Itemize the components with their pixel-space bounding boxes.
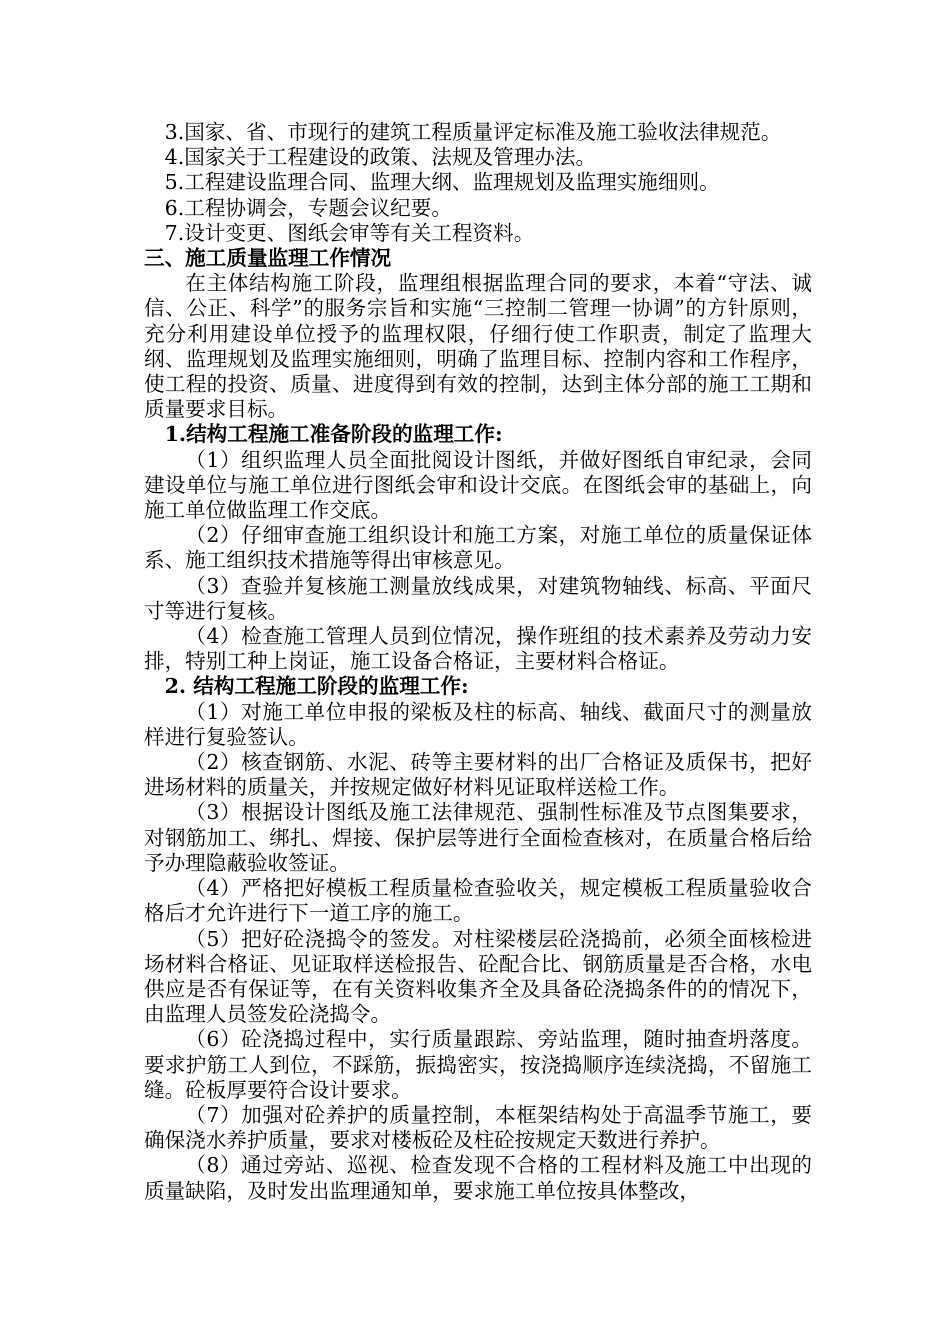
document-body xyxy=(144,120,812,1204)
paragraph-prep-4: （4）检查施工管理人员到位情况，操作班组的技术素养及劳动力安排，特别工种上岗证，施工设备合格证，主要材料合格证。 xyxy=(144,624,812,674)
paragraph-constr-5: （5）把好砼浇捣令的签发。对柱梁楼层砼浇捣前，必须全面核检进场材料合格证、见证取样送检报告、砼配合比、钢筋质量是否合格，水电供应是否有保证等，在有关资料收集齐全及具备砼浇捣条件的的情况下，由监理人员签发砼浇捣令。 xyxy=(144,926,812,1027)
paragraph-constr-4: （4）严格把好模板工程质量检查验收关，规定模板工程质量验收合格后才允许进行下一道工序的施工。 xyxy=(144,876,812,926)
paragraph-constr-2: （2）核查钢筋、水泥、砖等主要材料的出厂合格证及质保书，把好进场材料的质量关，并按规定做好材料见证取样送检工作。 xyxy=(144,750,812,800)
paragraph-prep-1: （1）组织监理人员全面批阅设计图纸，并做好图纸自审纪录，会同建设单位与施工单位进行图纸会审和设计交底。在图纸会审的基础上，向施工单位做监理工作交底。 xyxy=(144,447,812,523)
paragraph-constr-8: （8）通过旁站、巡视、检查发现不合格的工程材料及施工中出现的质量缺陷，及时发出监理通知单，要求施工单位按具体整改， xyxy=(144,1153,812,1203)
paragraph-intro: 在主体结构施工阶段，监理组根据监理合同的要求，本着“守法、诚信、公正、科学”的服务宗旨和实施“三控制二管理一协调”的方针原则，充分利用建设单位授予的监理权限，仔细行使工作职责，制定了监理大纲、监理规划及监理实施细则，明确了监理目标、控制内容和工作程序，使工程的投资、质量、进度得到有效的控制，达到主体分部的施工工期和质量要求目标。 xyxy=(144,271,812,422)
paragraph-basis-4: 4.国家关于工程建设的政策、法规及管理办法。 xyxy=(164,145,597,170)
subheading-construction-stage: 2. 结构工程施工阶段的监理工作: xyxy=(164,674,469,699)
section-heading-3: 三、施工质量监理工作情况 xyxy=(144,246,392,271)
paragraph-constr-3: （3）根据设计图纸及施工法律规范、强制性标准及节点图集要求，对钢筋加工、绑扎、焊接、保护层等进行全面检查核对，在质量合格后给予办理隐蔽验收签证。 xyxy=(144,800,812,875)
paragraph-prep-2: （2）仔细审查施工组织设计和施工方案，对施工单位的质量保证体系、施工组织技术措施等得出审核意见。 xyxy=(144,523,812,573)
paragraph-basis-5: 5.工程建设监理合同、监理大纲、监理规划及监理实施细则。 xyxy=(164,170,720,195)
paragraph-basis-6: 6.工程协调会，专题会议纪要。 xyxy=(164,195,452,220)
paragraph-constr-1: （1）对施工单位申报的梁板及柱的标高、轴线、截面尺寸的测量放样进行复验签认。 xyxy=(144,699,812,749)
paragraph-constr-6: （6）砼浇捣过程中，实行质量跟踪、旁站监理，随时抽查坍落度。要求护筋工人到位，不踩筋，振捣密实，按浇捣顺序连续浇捣，不留施工缝。砼板厚要符合设计要求。 xyxy=(144,1027,812,1102)
paragraph-constr-7: （7）加强对砼养护的质量控制，本框架结构处于高温季节施工，要确保浇水养护质量，要求对楼板砼及柱砼按规定天数进行养护。 xyxy=(144,1102,812,1153)
subheading-preparation-stage: 1.结构工程施工准备阶段的监理工作: xyxy=(164,422,503,447)
paragraph-basis-7: 7.设计变更、图纸会审等有关工程资料。 xyxy=(164,220,535,245)
paragraph-prep-3: （3）查验并复核施工测量放线成果，对建筑物轴线、标高、平面尺寸等进行复核。 xyxy=(144,573,812,623)
paragraph-basis-3: 3.国家、省、市现行的建筑工程质量评定标准及施工验收法律规范。 xyxy=(164,120,782,144)
